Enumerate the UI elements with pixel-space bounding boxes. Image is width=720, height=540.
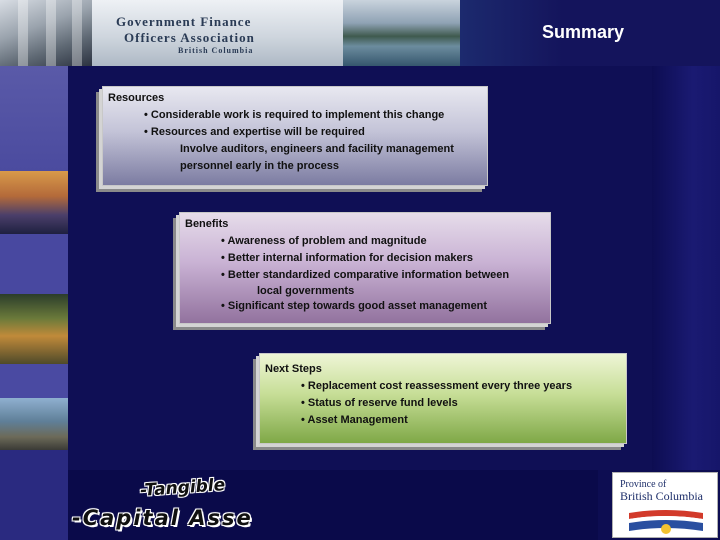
town-photo (0, 294, 68, 364)
benefits-item: • Significant step towards good asset management (221, 300, 488, 312)
province-line-2: British Columbia (620, 489, 704, 503)
next-steps-item: • Replacement cost reassessment every three years (301, 380, 573, 392)
capital-asset-wordart: -Capital Asse (72, 506, 253, 530)
lake-photo (343, 0, 460, 66)
page-title: Summary (541, 22, 624, 42)
benefits-item: • Better internal information for decision makers (221, 252, 474, 264)
resources-box (102, 86, 488, 186)
org-line-2: Officers Association (124, 30, 255, 45)
benefits-box (179, 212, 551, 324)
left-photo-strip (0, 66, 68, 540)
resources-item: personnel early in the process (180, 160, 339, 172)
benefits-item: • Better standardized comparative information between (221, 269, 510, 281)
sculpture-photo (0, 171, 68, 234)
resources-heading: Resources (108, 92, 165, 104)
building-photo (0, 0, 92, 66)
bc-province-logo (612, 472, 718, 538)
gfoa-logo (92, 0, 343, 66)
cyclists-photo (0, 398, 68, 450)
resources-item: • Considerable work is required to implement this change (144, 109, 445, 121)
org-line-1: Government Finance (116, 14, 252, 29)
header-banner (0, 0, 720, 66)
province-line-1: Province of (620, 479, 667, 490)
bc-crest-icon (627, 509, 705, 535)
org-line-3: British Columbia (178, 46, 254, 55)
next-steps-item: • Status of reserve fund levels (301, 397, 458, 409)
benefits-item: • Awareness of problem and magnitude (221, 235, 427, 247)
tangible-wordart: -Tangible (139, 475, 226, 501)
next-steps-item: • Asset Management (301, 414, 408, 426)
resources-item: Involve auditors, engineers and facility management (180, 143, 454, 155)
next-steps-heading: Next Steps (265, 363, 322, 375)
benefits-item: local governments (257, 285, 355, 297)
resources-item: • Resources and expertise will be required (144, 126, 365, 138)
next-steps-box (259, 353, 627, 444)
benefits-heading: Benefits (185, 218, 229, 230)
